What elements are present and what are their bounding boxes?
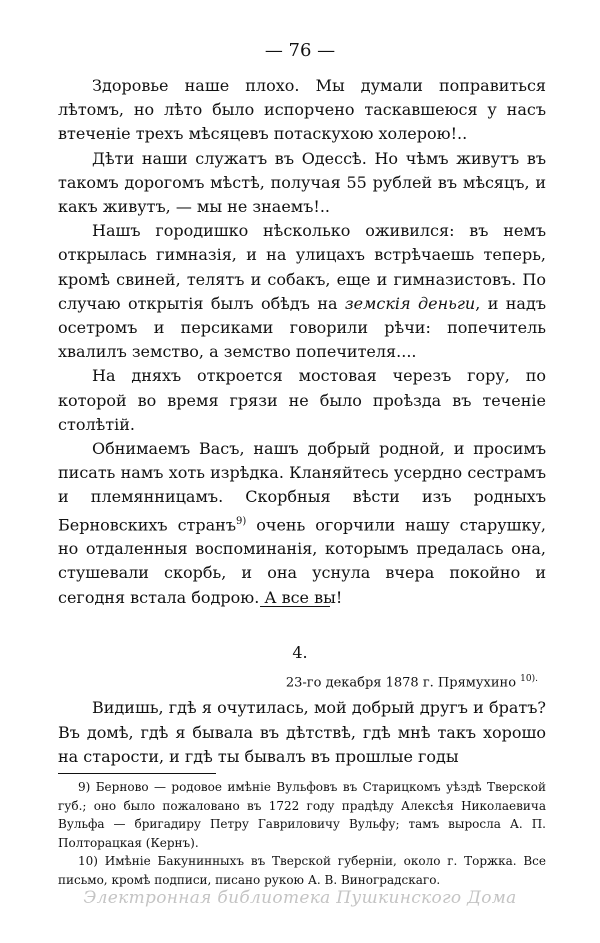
letter-body <box>58 74 546 610</box>
footnote-ref-9[interactable]: 9) <box>236 515 247 527</box>
page-number: — 76 — <box>264 40 336 61</box>
paragraph-road: На дняхъ откроется мостовая черезъ гору, по которой во время грязи не было проѣзда въ теченіе столѣтій. <box>58 366 546 434</box>
paragraph-closing <box>58 437 546 610</box>
footnote-10: 10) Имѣніе Бакунинныхъ въ Тверской губерніи, около г. Торжка. Все письмо, кромѣ подписи, писано рукою А. В. Виноградскаго. <box>58 854 546 887</box>
letter-4-paragraph: Видишь, гдѣ я очутилась, мой добрый другъ и братъ? Въ домѣ, гдѣ я бывала въ дѣтствѣ, гдѣ мнѣ такъ хорошо на старости, и гдѣ ты бывалъ въ прошлые годы <box>58 698 546 766</box>
footnotes <box>58 778 546 889</box>
dateline-text: 23-го декабря 1878 г. Прямухино <box>285 675 517 691</box>
letter-number: 4. <box>292 643 308 662</box>
letter-dateline <box>286 674 538 690</box>
paragraph-town-part2: , и надъ осетромъ и персиками говорили рѣчи: попечитель хвалилъ земство, а земство попечителя.... <box>58 293 546 362</box>
footnote-divider <box>58 773 216 774</box>
footnote-ref-10[interactable]: 10). <box>520 674 538 684</box>
italic-phrase: земскія деньги <box>344 293 476 313</box>
paragraph-closing-part2: очень огорчили нашу старушку, но отдаленныя воспоминанія, которымъ предалась она, стушевали скорбь, и она уснула вчера покойно и сегодня встала бодрою. А все вы! <box>58 514 546 607</box>
paragraph-town-part1: Нашъ городишко нѣсколько оживился: въ немъ открылась гимназія, и на улицахъ встрѣчаешь теперь, кромѣ свиней, телятъ и собакъ, еще и гимназистовъ. По случаю открытія былъ обѣдъ на <box>58 221 546 313</box>
letter-4-body <box>58 696 546 770</box>
section-divider <box>260 606 330 607</box>
paragraph-town <box>58 219 546 364</box>
paragraph-closing-part1: Обнимаемъ Васъ, нашъ добрый родной, и просимъ писать намъ хоть изрѣдка. Кланяйтесь усердно сестрамъ и племянницамъ. Скорбныя вѣсти изъ родныхъ Берновскихъ странъ <box>58 439 546 534</box>
paragraph-children: Дѣти наши служатъ въ Одессѣ. Но чѣмъ живутъ въ такомъ дорогомъ мѣстѣ, получая 55 рублей въ мѣсяцъ, и какъ живутъ, — мы не знаемъ!.. <box>58 148 546 217</box>
footnote-9: 9) Берново — родовое имѣніе Вульфовъ въ Старицкомъ уѣздѣ Тверской губ.; оно было пожаловано въ 1722 году прадѣду Алексѣя Николаевича Вульфа — бригадиру Петру Гавриловичу Вульфу; тамъ выросла А. П. Полторацкая (Кернъ). <box>58 780 546 850</box>
paragraph-health: Здоровье наше плохо. Мы думали поправиться лѣтомъ, но лѣто было испорчено таскавшеюся у насъ втеченіе трехъ мѣсяцевъ потаскухою холерою!.. <box>58 76 546 144</box>
library-watermark: Электронная библиотека Пушкинского Дома <box>83 888 517 908</box>
